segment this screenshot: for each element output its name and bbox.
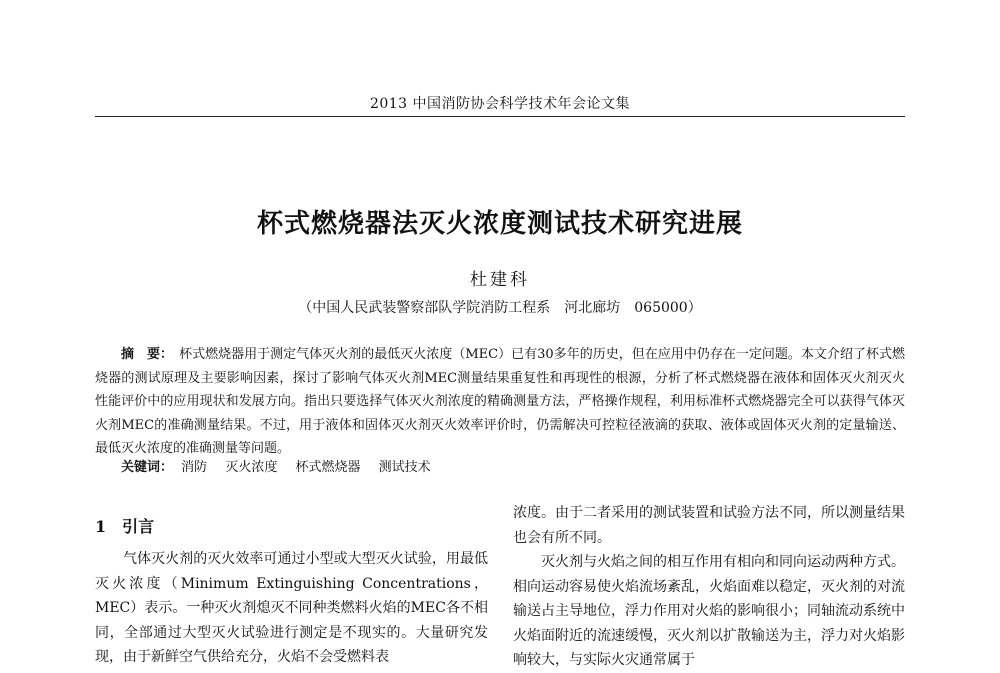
author-affiliation: （中国人民武装警察部队学院消防工程系 河北廊坊 065000）: [298, 300, 702, 316]
body-paragraph: 气体灭火剂的灭火效率可通过小型或大型灭火试验，用最低灭火浓度（Minimum Extinguishing Concentrations，MEC）表示。一种灭火剂熄灭不同种类燃料火焰的MEC各不相同，全部通过大型灭火试验进行测定是不现实的。大量研究发现，由于新鲜空气供给充分，火焰不会受燃料表: [95, 551, 488, 665]
abstract: [95, 343, 905, 461]
abstract-label: 摘 要：: [121, 347, 174, 362]
abstract-text: 杯式燃烧器用于测定气体灭火剂的最低灭火浓度（MEC）已有30多年的历史，但在应用中仍存在一定问题。本文介绍了杯式燃烧器的测试原理及主要影响因素，探讨了影响气体灭火剂MEC测量结果重复性和再现性的根源，分析了杯式燃烧器在液体和固体灭火剂灭火性能评价中的应用现状和发展方向。指出只要选择气体灭火剂浓度的精确测量方法，严格操作规程，利用标准杯式燃烧器完全可以获得气体灭火剂MEC的准确测量结果。不过，用于液体和固体灭火剂灭火效率评价时，仍需解决可控粒径液滴的获取、液体或固体灭火剂的定量输送、最低灭火浓度的准确测量等问题。: [95, 347, 905, 457]
section-heading: [95, 514, 488, 537]
paper-title: 杯式燃烧器法灭火浓度测试技术研究进展: [256, 209, 743, 239]
running-header: 2013 中国消防协会科学技术年会论文集: [369, 96, 631, 112]
keyword: 杯式燃烧器: [295, 460, 361, 475]
body-paragraph: 灭火剂与火焰之间的相互作用有相向和同向运动两种方式。相向运动容易使火焰流场紊乱，火焰面难以稳定，灭火剂的对流输送占主导地位，浮力作用对火焰的影响很小；同轴流动系统中火焰面附近的流速缓慢，灭火剂以扩散输送为主，浮力对火焰影响较大，与实际火灾通常属于: [513, 554, 905, 668]
keyword: 消防: [181, 460, 208, 475]
keyword: 灭火浓度: [225, 460, 278, 475]
keywords-label: 关键词：: [121, 460, 174, 475]
left-column: [95, 508, 488, 670]
author-name: 杜建科: [470, 270, 530, 290]
section-title: 引言: [122, 517, 155, 536]
right-column: [513, 501, 905, 673]
header-rule: [95, 116, 905, 117]
section-number: 1: [95, 517, 107, 536]
body-paragraph: 浓度。由于二者采用的测试装置和试验方法不同，所以测量结果也会有所不同。: [513, 505, 905, 546]
keyword: 测试技术: [378, 460, 431, 475]
keywords: [95, 458, 905, 478]
